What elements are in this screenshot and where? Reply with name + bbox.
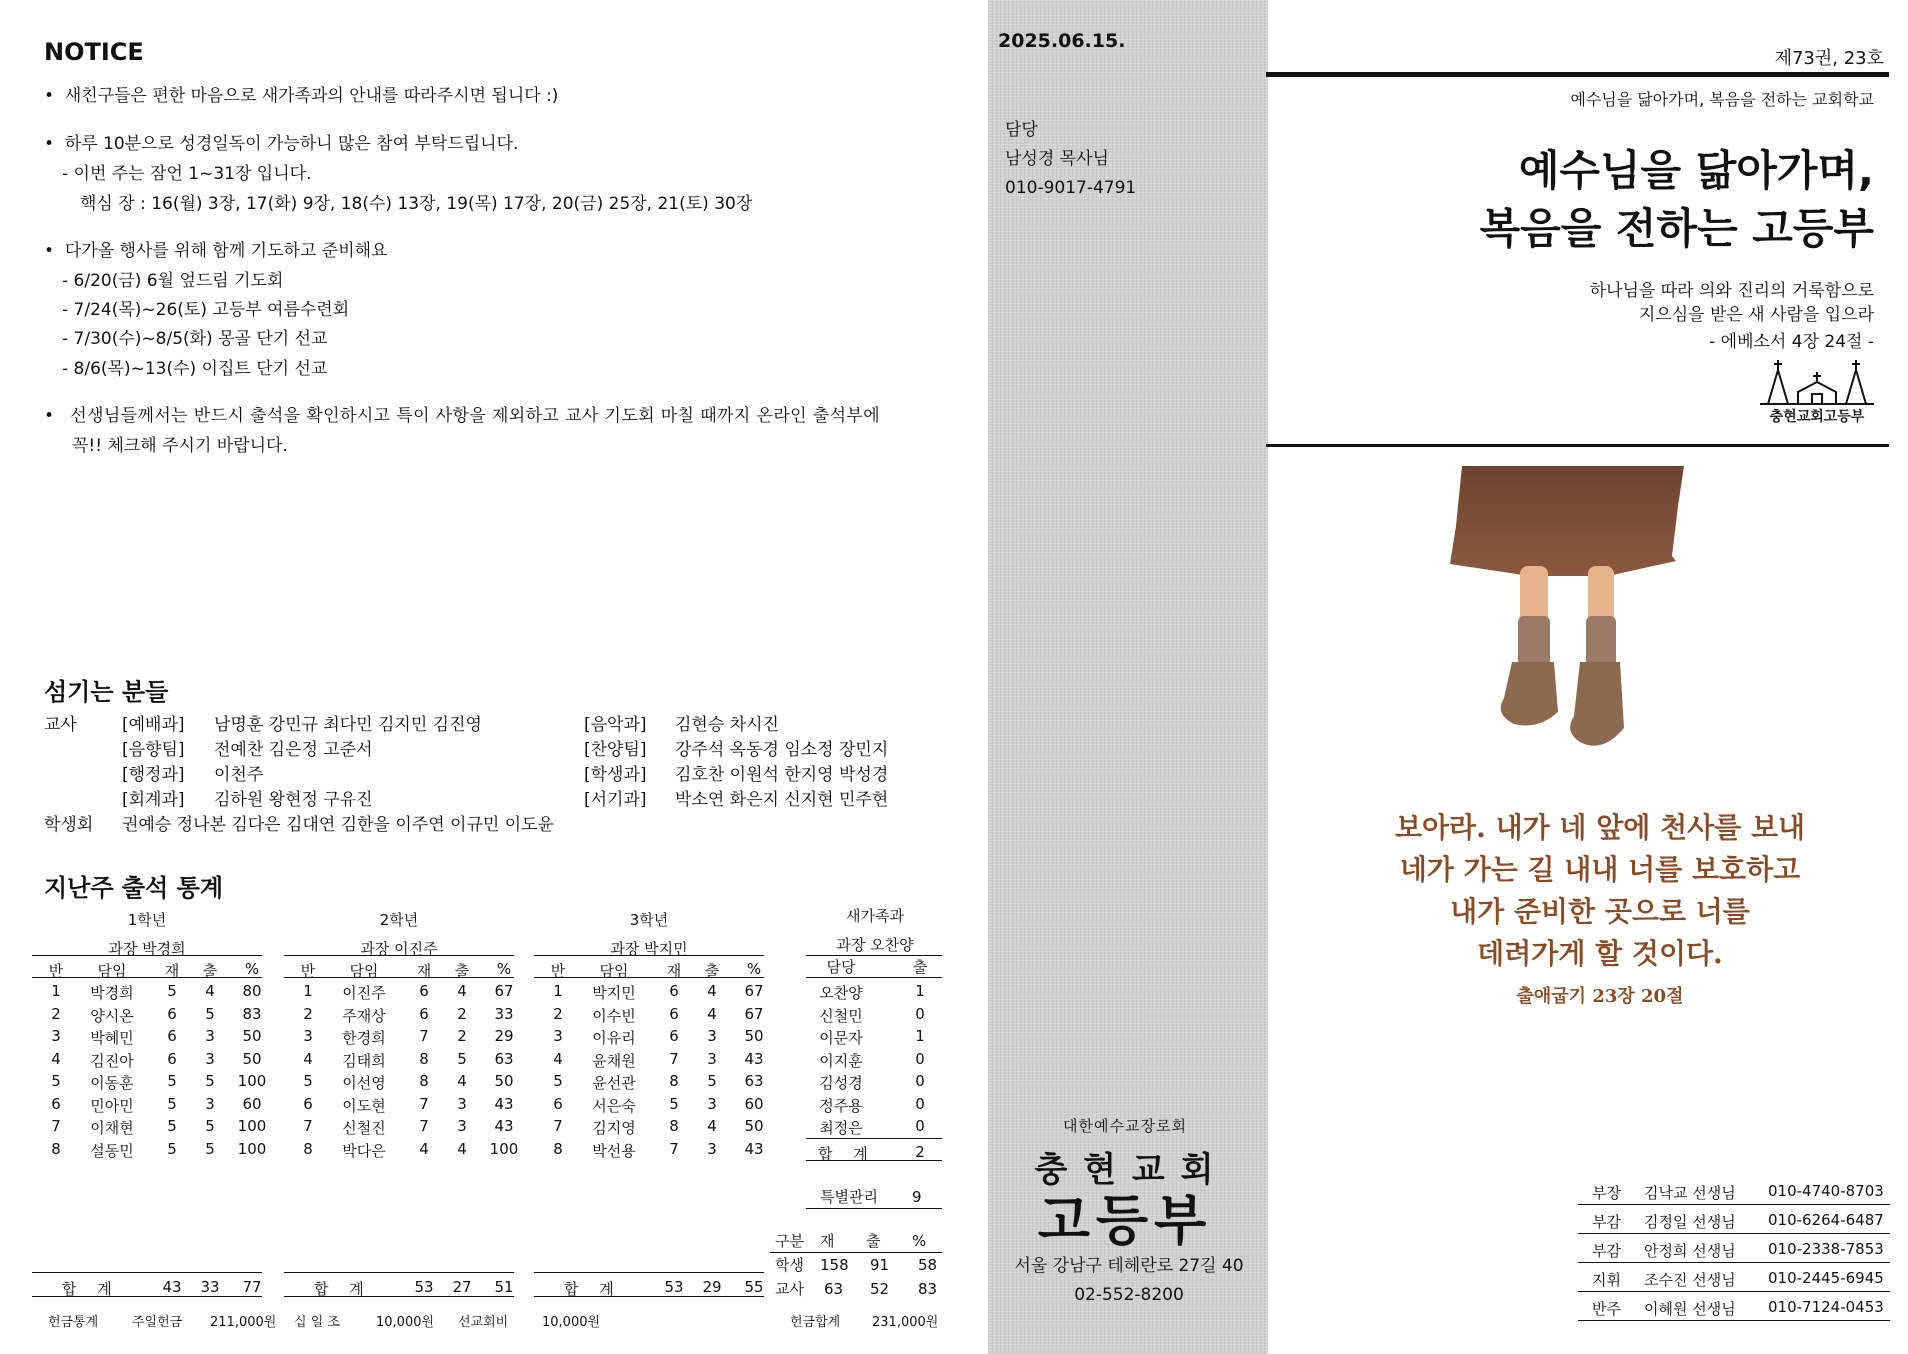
newfamily-name: 신철민 [819,1006,863,1025]
contact-phone: 010-4740-8703 [1768,1182,1884,1200]
contact-name: 조수진 선생님 [1644,1271,1736,1289]
grade-total-bottom-line [534,1296,764,1297]
notice-line-3a: - 6/20(금) 6월 엎드림 기도회 [62,271,284,291]
newfamily-leader: 과장 오찬양 [836,936,914,954]
attendance-cell: 8 [419,1049,429,1068]
grade-total-percent: 77 [242,1278,262,1296]
cover-verse-line-1: 하나님을 따라 의와 진리의 거룩함으로 [1589,281,1874,301]
notice-line-3d: - 8/6(목)~13(수) 이집트 단기 선교 [62,359,328,379]
attendance-cell: 43 [494,1094,514,1113]
church-dept-name: 고등부 [1037,1188,1213,1252]
attendance-cell: 박다은 [342,1141,386,1160]
attendance-cell: 1 [553,982,563,1000]
attendance-cell: 33 [494,1004,514,1023]
servant-names-right-3: 김호찬 이원석 한지영 박성경 [675,765,889,785]
attendance-cell: 4 [51,1049,61,1068]
attendance-cell: 3 [303,1027,313,1045]
servant-names-left-3: 이천주 [214,765,264,785]
attendance-cell: 6 [553,1094,563,1113]
grade-header-cell: 담임 [97,962,127,980]
grade-header-cell: 담임 [599,962,629,980]
grade-total-top-line [32,1272,262,1273]
servant-dept-left-4: [회계과] [122,790,185,810]
servant-names-left-4: 김하원 왕현정 구유진 [214,790,373,810]
contact-row-line [1578,1262,1890,1263]
attendance-cell: 4 [205,982,215,1000]
cover-top-rule [1266,72,1889,77]
bulletin-date: 2025.06.15. [998,30,1126,52]
attendance-cell: 8 [669,1117,679,1135]
attendance-cell: 6 [303,1094,313,1113]
attendance-cell: 3 [707,1094,717,1113]
newfamily-total-bottom-line [806,1160,942,1161]
handwritten-verse-1: 보아라. 내가 네 앞에 천사를 보내 [1394,811,1806,844]
notice-bullet-2: • 하루 10분으로 성경일독이 가능하니 많은 참여 부탁드립니다. [44,134,519,154]
attendance-cell: 83 [242,1004,262,1023]
attendance-cell: 63 [494,1049,514,1068]
attendance-cell: 67 [744,1004,764,1023]
handwritten-verse-3: 내가 준비한 곳으로 너를 [1450,895,1750,928]
attendance-cell: 5 [167,1094,177,1113]
notice-line-4b: 꼭!! 체크해 주시기 바랍니다. [72,436,288,456]
contact-name: 안정희 선생님 [1644,1242,1736,1260]
special-care-label: 특별관리 [820,1188,878,1206]
cover-title-line-1: 예수님을 닮아가며, [1518,146,1874,195]
grade-header-cell: 출 [704,962,720,980]
cover-header-bottom-rule [1266,444,1889,447]
newfamily-present: 0 [915,1117,925,1135]
cover-verse-ref: - 에베소서 4장 24절 - [1709,332,1874,352]
girl-illustration [1440,466,1690,776]
attendance-cell: 50 [744,1117,764,1135]
attendance-cell: 8 [553,1139,563,1158]
attendance-cell: 1 [303,982,313,1000]
attendance-cell: 100 [237,1072,267,1090]
newfamily-name: 이문자 [819,1029,863,1047]
notice-line-1: 새친구들은 편한 마음으로 새가족과의 안내를 따라주시면 됩니다 :) [64,86,559,106]
attendance-cell: 50 [744,1027,764,1045]
attendance-cell: 8 [303,1139,313,1158]
newfamily-total-line [806,1138,942,1139]
summary-student-enrolled: 158 [820,1256,849,1274]
attendance-cell: 6 [419,1004,429,1023]
notice-title: NOTICE [44,38,144,66]
church-name: 충 현 교 회 [1034,1150,1216,1190]
attendance-cell: 50 [242,1049,262,1068]
contact-row-line [1578,1320,1890,1321]
attendance-cell: 5 [457,1049,467,1068]
attendance-cell: 이도현 [342,1096,386,1115]
attendance-cell: 1 [51,982,61,1000]
offering-total-label: 헌금합계 [790,1315,841,1330]
summary-header-percent: % [912,1232,927,1250]
offering-sunday: 211,000원 [210,1315,277,1330]
attendance-cell: 6 [51,1094,61,1113]
notice-bullet-1: • 새친구들은 편한 마음으로 새가족과의 안내를 따라주시면 됩니다 :) [44,86,559,106]
newfamily-total-count: 2 [915,1143,925,1161]
attendance-cell: 2 [457,1027,467,1045]
newfamily-name: 김성경 [819,1074,863,1092]
notice-line-2a: - 이번 주는 잠언 1~31장 입니다. [62,164,312,184]
attendance-cell: 2 [553,1004,563,1023]
contact-name: 김낙교 선생님 [1644,1184,1736,1202]
attendance-cell: 50 [242,1027,262,1045]
newfamily-name: 최정은 [819,1119,863,1137]
attendance-cell: 민아민 [90,1096,134,1115]
summary-student-label: 학생 [775,1256,804,1274]
attendance-cell: 5 [167,1139,177,1158]
notice-bullet-4: • 선생님들께서는 반드시 출석을 확인하시고 특이 사항을 제외하고 교사 기도회 마칠 때까지 온라인 출석부에 [44,406,881,426]
handwritten-verse-ref: 출애굽기 23장 20절 [1516,986,1684,1007]
contact-name: 김정일 선생님 [1644,1213,1736,1231]
newfamily-present: 0 [915,1049,925,1068]
attendance-cell: 43 [494,1117,514,1135]
attendance-cell: 5 [51,1072,61,1090]
attendance-cell: 50 [494,1072,514,1090]
attendance-cell: 3 [553,1027,563,1045]
servant-dept-left-3: [행정과] [122,765,185,785]
attendance-cell: 이수빈 [592,1006,636,1025]
attendance-cell: 7 [419,1027,429,1045]
summary-teacher-label: 교사 [775,1280,804,1298]
grade-total-top-line [284,1272,514,1273]
attendance-cell: 67 [494,982,514,1000]
newfamily-header-top-line [806,955,942,956]
offering-label: 헌금통계 [48,1315,99,1330]
attendance-cell: 8 [669,1072,679,1090]
newfamily-total-label: 합 계 [818,1145,876,1163]
attendance-cell: 2 [303,1004,313,1023]
grade-header-bottom-line [32,977,262,978]
grade-leader: 과장 이진주 [360,940,438,958]
charge-label: 담당 [1005,120,1038,140]
newfamily-present: 0 [915,1094,925,1113]
grade-header-cell: % [746,960,762,978]
contact-role: 부장 [1592,1184,1621,1202]
grade-total-bottom-line [284,1296,514,1297]
attendance-cell: 6 [669,982,679,1000]
contact-role: 지휘 [1592,1271,1621,1289]
attendance-cell: 100 [489,1139,519,1158]
grade-header-cell: 담임 [349,962,379,980]
offering-mission-label: 선교회비 [458,1315,509,1330]
attendance-cell: 4 [707,1004,717,1023]
grade-total-enrolled: 53 [664,1278,684,1296]
attendance-cell: 김태희 [342,1051,386,1070]
attendance-cell: 4 [553,1049,563,1068]
attendance-cell: 4 [707,1117,717,1135]
church-tel: 02-552-8200 [1074,1285,1184,1305]
special-care-line [806,1208,942,1209]
attendance-cell: 100 [237,1139,267,1158]
attendance-cell: 박혜민 [90,1029,134,1047]
servant-names-right-1: 김현승 차시진 [675,715,779,735]
attendance-cell: 67 [744,982,764,1000]
grade-header-cell: 재 [416,962,432,980]
attendance-cell: 6 [419,982,429,1000]
contact-row-line [1578,1233,1890,1234]
attendance-cell: 7 [303,1117,313,1135]
newfamily-present: 1 [915,1027,925,1045]
contact-role: 부감 [1592,1242,1621,1260]
attendance-cell: 3 [205,1049,215,1068]
attendance-cell: 5 [669,1094,679,1113]
newfamily-present: 0 [915,1004,925,1023]
attendance-cell: 이선영 [342,1074,386,1092]
newfamily-header-charge: 담당 [826,958,856,976]
attendance-cell: 김진아 [90,1051,134,1070]
servant-dept-right-1: [음악과] [584,715,647,735]
church-logo [1020,1115,1230,1252]
attendance-cell: 6 [669,1027,679,1045]
grade-total-label: 합 계 [314,1280,372,1298]
grade-total-enrolled: 53 [414,1278,434,1296]
attendance-cell: 4 [457,1139,467,1158]
servant-dept-right-4: [서기과] [584,790,647,810]
grade-title: 3학년 [629,911,669,929]
grade-total-label: 합 계 [62,1280,120,1298]
attendance-cell: 3 [457,1094,467,1113]
attendance-cell: 43 [744,1139,764,1158]
attendance-cell: 3 [51,1027,61,1045]
attendance-cell: 7 [419,1094,429,1113]
offering-total: 231,000원 [872,1315,939,1330]
attendance-cell: 3 [707,1027,717,1045]
student-council-names: 권예승 정나본 김다은 김대연 김한을 이주연 이규민 이도윤 [122,815,554,835]
cover-subtitle: 예수님을 닮아가며, 복음을 전하는 교회학교 [1570,90,1874,109]
servant-dept-left-1: [예배과] [122,715,185,735]
contact-phone: 010-7124-0453 [1768,1298,1884,1316]
newfamily-header-bottom-line [806,977,942,978]
servants-title: 섬기는 분들 [44,678,169,706]
handwritten-verse-2: 네가 가는 길 내내 너를 보호하고 [1399,853,1801,886]
attendance-cell: 윤선관 [592,1074,636,1092]
handwritten-verse-4: 데려가게 할 것이다. [1477,937,1723,970]
summary-teacher-percent: 83 [918,1280,938,1298]
attendance-cell: 60 [242,1094,262,1113]
newfamily-name: 정주용 [819,1096,863,1115]
notice-line-2b: 핵심 장 : 16(월) 3장, 17(화) 9장, 18(수) 13장, 19(목) 17장, 20(금) 25장, 21(토) 30장 [80,194,753,214]
attendance-cell: 5 [707,1072,717,1090]
attendance-cell: 100 [237,1117,267,1135]
contact-phone: 010-6264-6487 [1768,1211,1884,1229]
summary-teacher-present: 52 [870,1280,890,1298]
grade-header-cell: 재 [164,962,180,980]
attendance-cell: 80 [242,982,262,1000]
attendance-cell: 63 [744,1072,764,1090]
attendance-cell: 4 [707,982,717,1000]
attendance-cell: 7 [51,1117,61,1135]
volume-number: 제73권, 23호 [1774,48,1884,69]
attendance-cell: 이채현 [90,1119,134,1137]
notice-line-2: 하루 10분으로 성경일독이 가능하니 많은 참여 부탁드립니다. [64,134,519,154]
servant-names-right-2: 강주석 옥동경 임소정 장민지 [675,740,889,760]
attendance-cell: 7 [669,1049,679,1068]
grade-header-cell: 반 [550,962,566,980]
offering-mission: 10,000원 [542,1315,601,1330]
servant-names-right-4: 박소연 화은지 신지현 민주현 [675,790,889,810]
grade-header-top-line [32,955,262,956]
newfamily-header-present: 출 [912,958,928,976]
summary-student-percent: 58 [918,1256,938,1274]
attendance-cell: 설동민 [90,1141,134,1160]
grade-total-present: 29 [702,1278,722,1296]
summary-header-kind: 구분 [775,1232,804,1250]
attendance-cell: 29 [494,1027,514,1045]
attendance-cell: 5 [167,982,177,1000]
attendance-cell: 5 [205,1117,215,1135]
attendance-cell: 서은숙 [592,1096,636,1115]
attendance-cell: 주재상 [342,1006,386,1025]
pastor-name: 남성경 목사님 [1005,149,1109,169]
attendance-cell: 5 [167,1117,177,1135]
summary-header-present: 출 [866,1232,881,1250]
grade-header-cell: % [244,960,260,978]
attendance-cell: 신철진 [342,1119,386,1137]
attendance-cell: 박지민 [592,984,636,1002]
pastor-phone: 010-9017-4791 [1005,178,1137,198]
summary-student-present: 91 [870,1256,890,1274]
attendance-cell: 6 [669,1004,679,1023]
grade-header-bottom-line [534,977,764,978]
grade-title: 2학년 [379,911,419,929]
offering-tithe: 10,000원 [376,1315,435,1330]
grade-header-top-line [284,955,514,956]
contact-row-line [1578,1291,1890,1292]
attendance-cell: 7 [419,1117,429,1135]
attendance-cell: 이진주 [342,984,386,1002]
church-denomination: 대한예수교장로회 [1063,1117,1187,1135]
grade-header-top-line [534,955,764,956]
attendance-cell: 이동훈 [90,1074,134,1092]
attendance-cell: 5 [205,1004,215,1023]
special-care-count: 9 [912,1188,922,1206]
student-council-label: 학생회 [44,815,94,835]
notice-line-3: 다가올 행사를 위해 함께 기도하고 준비해요 [64,241,388,261]
cover-verse-line-2: 지으심을 받은 새 사람을 입으라 [1638,305,1874,325]
grade-total-present: 33 [200,1278,220,1296]
attendance-cell: 6 [167,1049,177,1068]
grade-header-cell: 재 [666,962,682,980]
notice-line-3b: - 7/24(목)~26(토) 고등부 여름수련회 [62,300,350,320]
attendance-cell: 박선용 [592,1141,636,1160]
notice-line-3c: - 7/30(수)~8/5(화) 몽골 단기 선교 [62,329,328,349]
attendance-cell: 이유리 [592,1029,636,1047]
grade-total-enrolled: 43 [162,1278,182,1296]
contact-row-line [1578,1204,1890,1205]
attendance-cell: 5 [205,1139,215,1158]
attendance-cell: 3 [707,1049,717,1068]
servant-dept-left-2: [음향팀] [122,740,185,760]
servant-dept-right-3: [학생과] [584,765,647,785]
contact-phone: 010-2338-7853 [1768,1240,1884,1258]
attendance-cell: 박경희 [90,984,134,1002]
newfamily-name: 오찬양 [819,984,863,1002]
cover-title-line-2: 복음을 전하는 고등부 [1479,204,1874,253]
grade-total-percent: 51 [494,1278,514,1296]
attendance-cell: 4 [457,982,467,1000]
servant-dept-right-2: [찬양팀] [584,740,647,760]
contact-phone: 010-2445-6945 [1768,1269,1884,1287]
attendance-cell: 5 [303,1072,313,1090]
offering-tithe-label: 십 일 조 [294,1315,340,1330]
contact-role: 부감 [1592,1213,1621,1231]
summary-header-line [770,1252,942,1253]
church-address: 서울 강남구 테헤란로 27길 40 [1014,1256,1244,1276]
grade-header-cell: 출 [454,962,470,980]
newfamily-present: 1 [915,982,925,1000]
grade-header-cell: 출 [202,962,218,980]
attendance-cell: 5 [553,1072,563,1090]
attendance-title: 지난주 출석 통계 [44,874,223,902]
grade-header-cell: 반 [300,962,316,980]
attendance-cell: 윤채원 [592,1051,636,1070]
contact-role: 반주 [1592,1300,1621,1318]
summary-teacher-enrolled: 63 [824,1280,844,1298]
attendance-cell: 6 [167,1004,177,1023]
servant-names-left-1: 남명훈 강민규 최다민 김지민 김진영 [214,715,482,735]
grade-header-cell: 반 [48,962,64,980]
attendance-cell: 3 [205,1027,215,1045]
grade-title: 1학년 [127,911,167,929]
attendance-cell: 8 [51,1139,61,1158]
teacher-label: 교사 [44,715,77,735]
grade-total-present: 27 [452,1278,472,1296]
attendance-cell: 7 [553,1117,563,1135]
grade-leader: 과장 박지민 [610,940,688,958]
notice-line-4a: 선생님들께서는 반드시 출석을 확인하시고 특이 사항을 제외하고 교사 기도회 마칠 때까지 온라인 출석부에 [70,406,881,426]
grade-total-label: 합 계 [564,1280,622,1298]
attendance-cell: 6 [167,1027,177,1045]
attendance-cell: 4 [303,1049,313,1068]
newfamily-name: 이지훈 [819,1051,863,1070]
attendance-cell: 양시온 [90,1006,134,1025]
church-logo-text: 충현교회고등부 [1769,409,1865,425]
attendance-cell: 43 [744,1049,764,1068]
attendance-cell: 한경희 [342,1029,386,1047]
attendance-cell: 3 [205,1094,215,1113]
newfamily-grade: 새가족과 [846,907,904,925]
offering-sunday-label: 주일헌금 [132,1315,183,1330]
grade-header-bottom-line [284,977,514,978]
newfamily-present: 0 [915,1072,925,1090]
contact-name: 이혜원 선생님 [1644,1300,1736,1318]
attendance-cell: 3 [457,1117,467,1135]
grade-header-cell: % [496,960,512,978]
grade-leader: 과장 박경희 [108,940,186,958]
attendance-cell: 3 [707,1139,717,1158]
attendance-cell: 5 [167,1072,177,1090]
attendance-cell: 5 [205,1072,215,1090]
attendance-cell: 4 [457,1072,467,1090]
attendance-cell: 8 [419,1072,429,1090]
grade-total-bottom-line [32,1296,262,1297]
grade-total-percent: 55 [744,1278,764,1296]
attendance-cell: 김지영 [592,1119,636,1137]
attendance-cell: 60 [744,1094,764,1113]
attendance-cell: 4 [419,1139,429,1158]
grade-total-top-line [534,1272,764,1273]
summary-header-enrolled: 재 [820,1232,835,1250]
attendance-cell: 2 [457,1004,467,1023]
attendance-cell: 2 [51,1004,61,1023]
attendance-cell: 7 [669,1139,679,1158]
church-logo-icon [1758,358,1876,408]
notice-bullet-3: • 다가올 행사를 위해 함께 기도하고 준비해요 [44,241,388,261]
servant-names-left-2: 전예찬 김은정 고준서 [214,740,373,760]
